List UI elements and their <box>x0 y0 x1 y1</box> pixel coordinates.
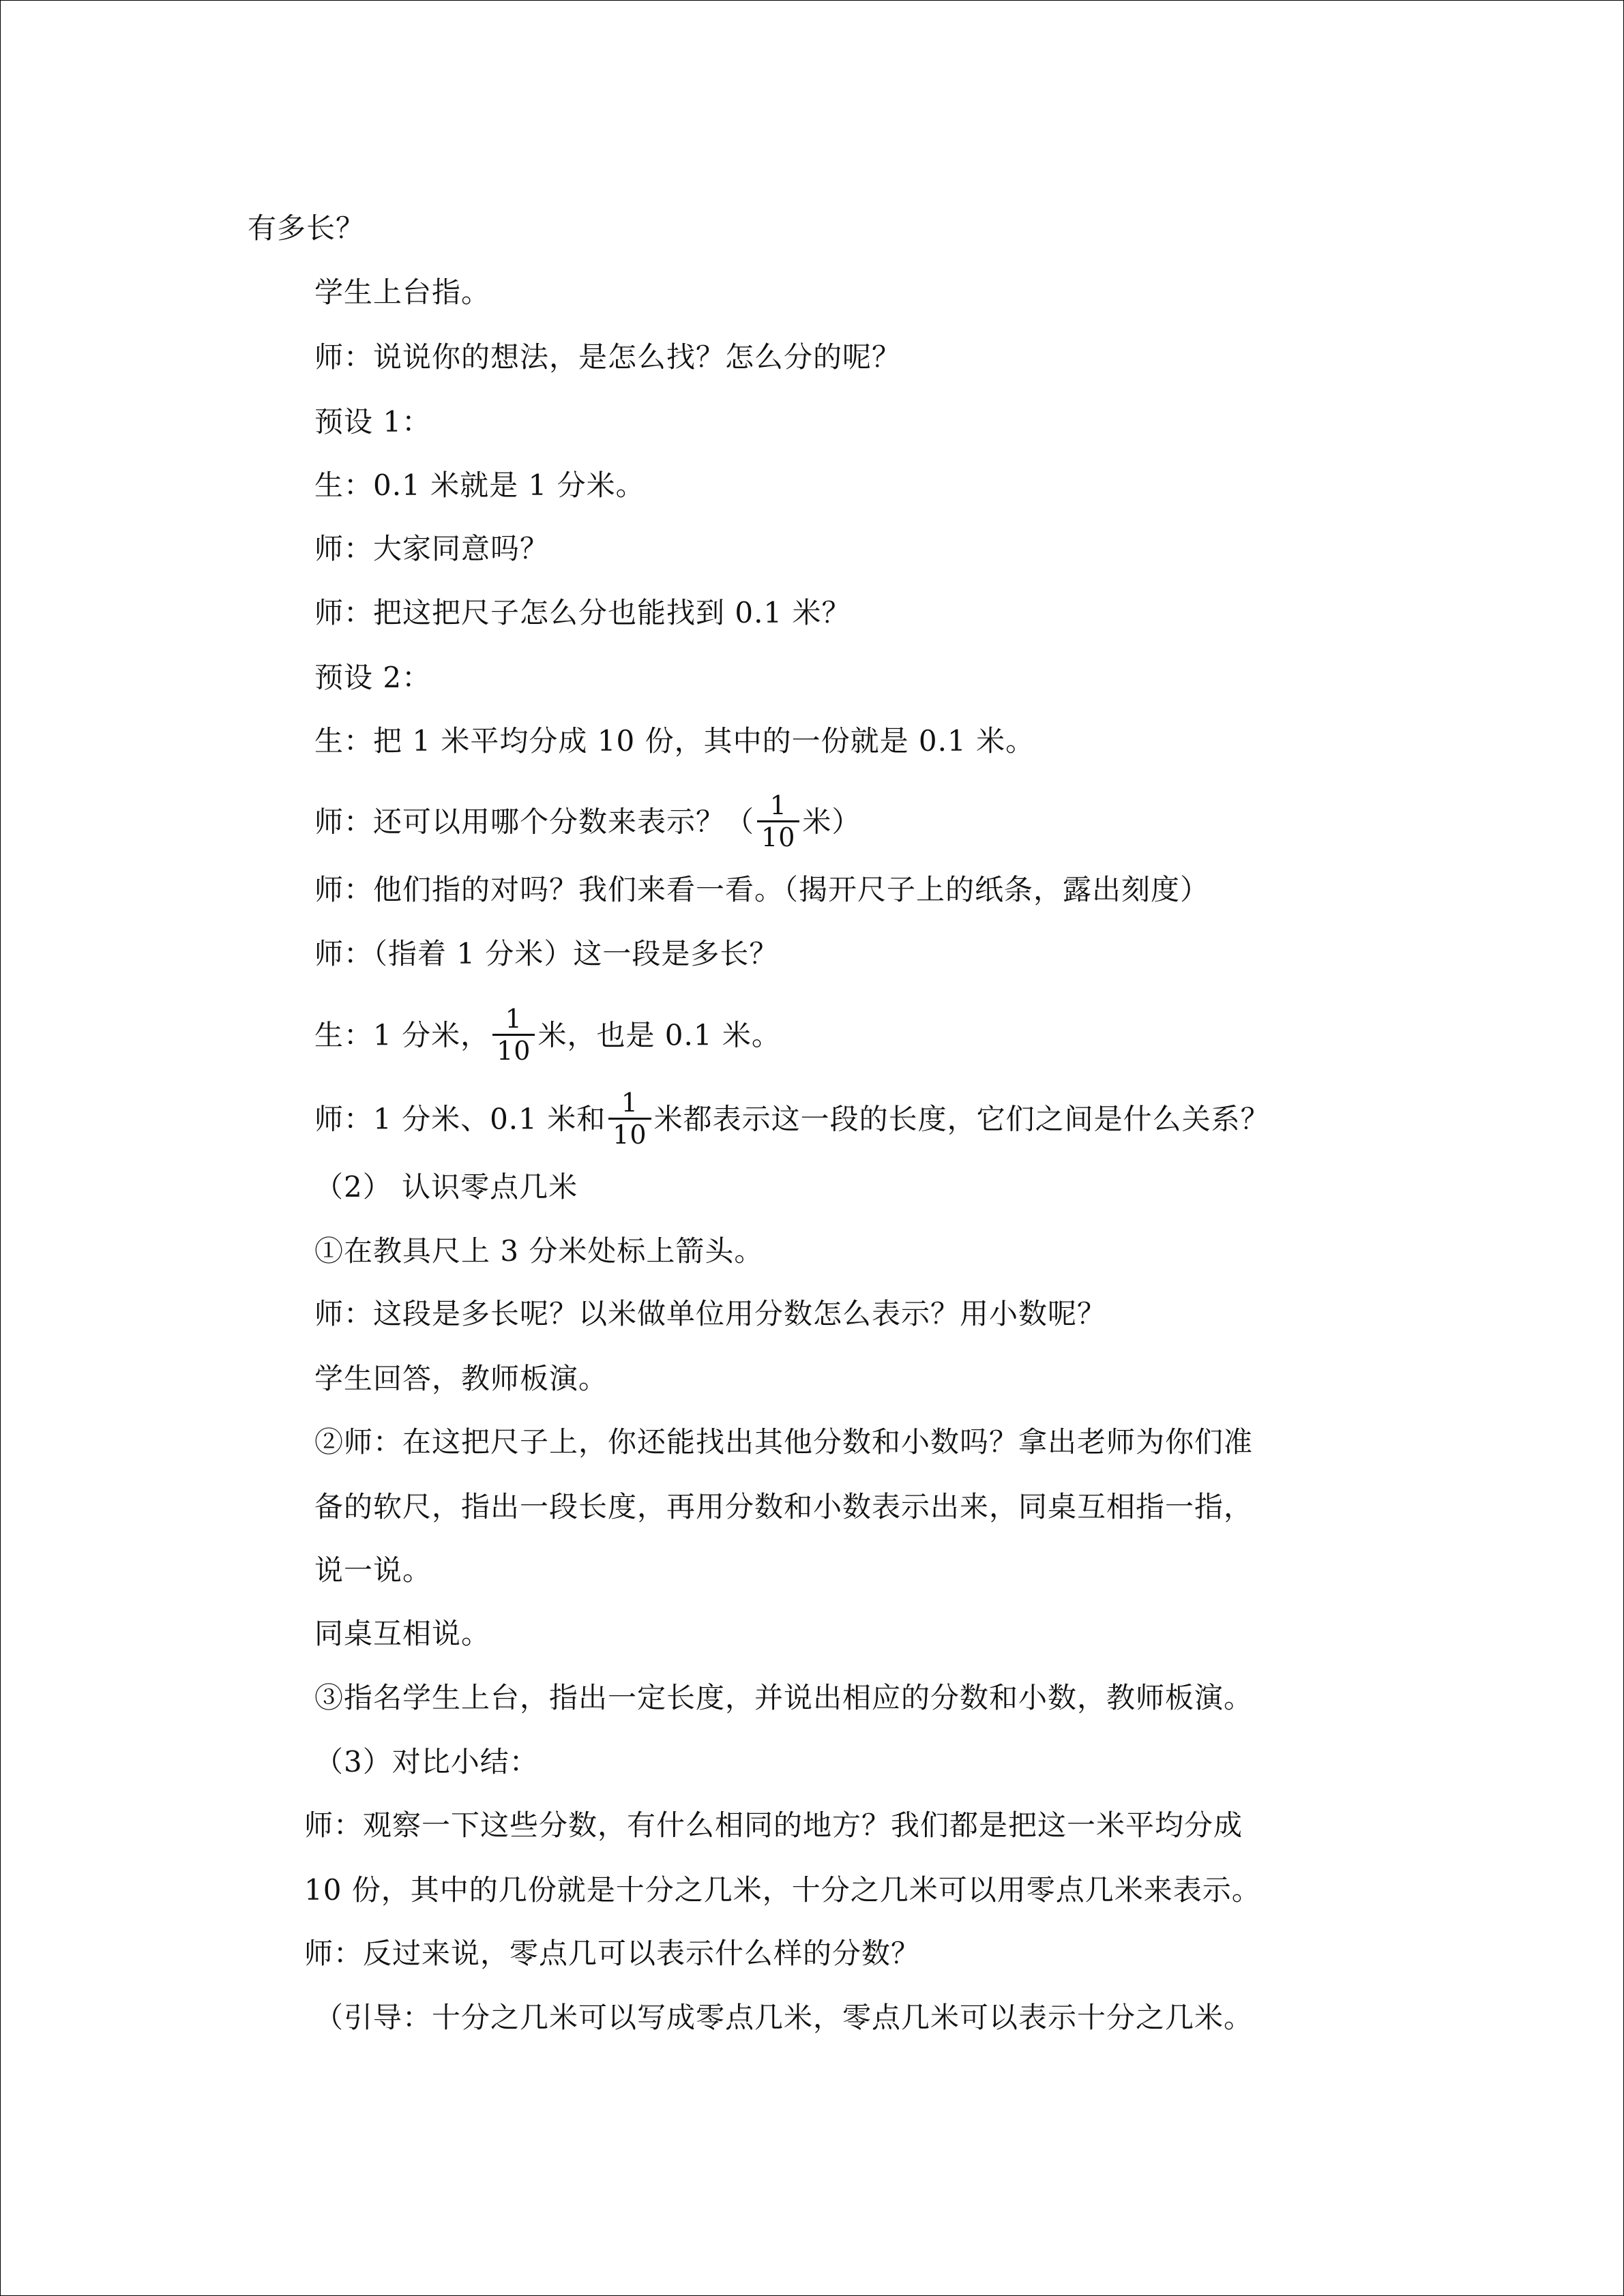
text-line: 同桌互相说。 <box>314 1617 491 1650</box>
section-heading: （2） 认识零点几米 <box>314 1170 578 1204</box>
text-line: 生：0.1 米就是 1 分米。 <box>314 468 645 502</box>
text-line: 师：把这把尺子怎么分也能找到 0.1 米？ <box>314 596 851 629</box>
fraction-numerator: 1 <box>505 1004 522 1034</box>
fraction <box>492 1004 535 1066</box>
text-line-with-fraction <box>314 790 861 855</box>
text-line: ②师：在这把尺子上，你还能找出其他分数和小数吗？拿出老师为你们准 <box>314 1425 1254 1459</box>
text-line: ①在教具尺上 3 分米处标上箭头。 <box>314 1234 764 1268</box>
text-line: 说一说。 <box>314 1553 432 1587</box>
text-segment: 米都表示这一段的长度，它们之间是什么关系？ <box>653 1102 1270 1136</box>
text-line: （引导：十分之几米可以写成零点几米，零点几米可以表示十分之几米。 <box>314 2001 1254 2034</box>
text-line: 师：（指着 1 分米）这一段是多长？ <box>314 937 779 970</box>
text-line: 预设 1： <box>314 405 432 438</box>
text-line-with-fraction <box>314 1090 1270 1152</box>
text-segment: 师：还可以用哪个分数来表示？（ <box>314 805 755 839</box>
text-line: 备的软尺，指出一段长度，再用分数和小数表示出来，同桌互相指一指， <box>314 1490 1254 1523</box>
text-line: 学生上台指。 <box>314 275 491 309</box>
fraction-denominator: 10 <box>492 1034 535 1066</box>
text-segment: 米，也是 0.1 米。 <box>537 1018 781 1052</box>
text-line: 生：把 1 米平均分成 10 份，其中的一份就是 0.1 米。 <box>314 724 1035 758</box>
text-line: 师：说说你的想法，是怎么找？怎么分的呢？ <box>314 340 902 374</box>
text-line: 有多长？ <box>248 211 366 245</box>
fraction-numerator: 1 <box>621 1088 638 1118</box>
fraction-denominator: 10 <box>608 1118 651 1150</box>
text-line: ③指名学生上台，指出一定长度，并说出相应的分数和小数，教师板演。 <box>314 1681 1254 1714</box>
fraction <box>757 790 799 852</box>
text-line: 师：反过来说，零点几可以表示什么样的分数？ <box>304 1937 921 1970</box>
section-heading: （3）对比小结： <box>314 1745 539 1778</box>
text-segment: 米） <box>802 805 861 839</box>
fraction <box>608 1088 651 1150</box>
text-line: 学生回答，教师板演。 <box>314 1362 608 1395</box>
fraction-denominator: 10 <box>757 820 799 852</box>
text-line-with-fraction <box>314 1004 781 1069</box>
fraction-numerator: 1 <box>769 790 787 820</box>
text-segment: 师：1 分米、0.1 米和 <box>314 1102 606 1136</box>
text-line: 师：观察一下这些分数，有什么相同的地方？我们都是把这一米平均分成 <box>304 1808 1243 1842</box>
text-line: 师：这段是多长呢？以米做单位用分数怎么表示？用小数呢？ <box>314 1297 1107 1330</box>
text-line: 师：他们指的对吗？我们来看一看。（揭开尺子上的纸条，露出刻度） <box>314 873 1210 906</box>
text-segment: 生：1 分米， <box>314 1018 490 1052</box>
text-line: 预设 2： <box>314 661 432 694</box>
text-line: 师：大家同意吗？ <box>314 532 550 565</box>
text-line: 10 份，其中的几份就是十分之几米，十分之几米可以用零点几米来表示。 <box>304 1873 1261 1907</box>
